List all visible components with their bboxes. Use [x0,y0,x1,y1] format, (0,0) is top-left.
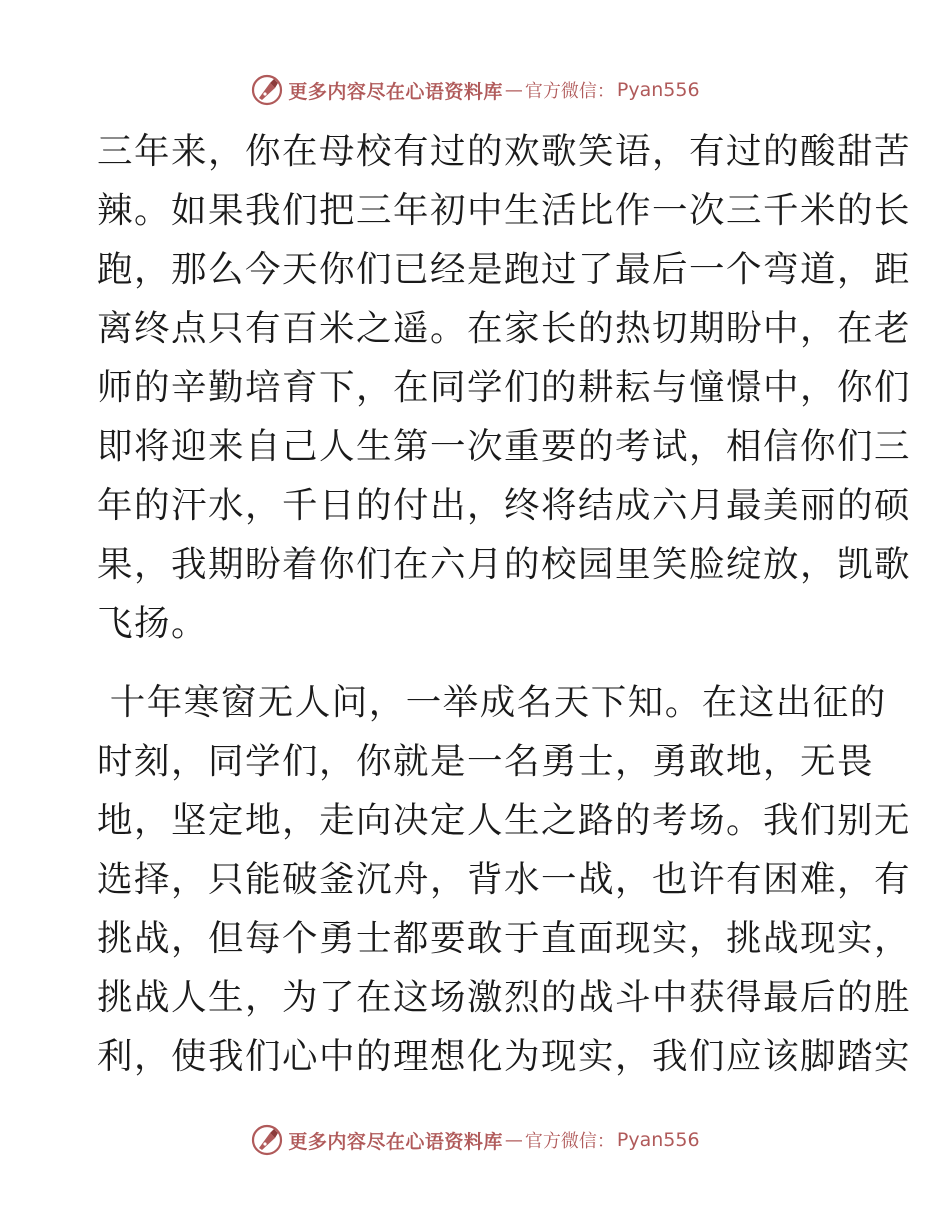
banner-wechat-id: Pyan556 [616,1129,700,1151]
banner-wechat-id: Pyan556 [616,79,700,101]
pen-nib-logo-icon [250,73,284,107]
text-line: 师的辛勤培育下，在同学们的耕耘与憧憬中，你们 [97,367,912,408]
paragraph-1 [97,122,912,653]
text-line: 挑战人生，为了在这场激烈的战斗中获得最后的胜 [97,977,912,1018]
paragraph-2 [97,673,912,1086]
text-line: 果，我期盼着你们在六月的校园里笑脸绽放，凯歌 [97,544,912,585]
text-line: 选择，只能破釜沉舟，背水一战，也许有困难，有 [97,859,912,900]
banner-dash: — [504,79,523,101]
banner-brand-text: 更多内容尽在心语资料库 [288,80,503,103]
text-line: 时刻，同学们，你就是一名勇士，勇敢地，无畏 [97,741,875,782]
text-line: 挑战，但每个勇士都要敢于直面现实，挑战现实， [97,918,912,959]
text-line: 年的汗水，千日的付出，终将结成六月最美丽的硕 [97,485,912,526]
pen-nib-logo-icon [250,1123,284,1157]
text-line: 地，坚定地，走向决定人生之路的考场。我们别无 [97,800,912,841]
banner-dash: — [504,1129,523,1151]
text-line: 跑，那么今天你们已经是跑过了最后一个弯道，距 [97,249,912,290]
text-line: 离终点只有百米之遥。在家长的热切期盼中，在老 [97,308,912,349]
text-line: 利，使我们心中的理想化为现实，我们应该脚踏实 [97,1036,912,1077]
header-watermark-banner [0,70,950,110]
banner-wechat-label: 官方微信： [524,81,615,102]
document-body [97,122,912,1086]
text-line: 辣。如果我们把三年初中生活比作一次三千米的长 [97,190,912,231]
footer-watermark-banner [0,1120,950,1160]
text-line: 三年来，你在母校有过的欢歌笑语，有过的酸甜苦 [97,131,912,172]
banner-brand-text: 更多内容尽在心语资料库 [288,1130,503,1153]
text-line: 十年寒窗无人问，一举成名天下知。在这出征的 [97,682,887,723]
text-line: 飞扬。 [97,603,209,644]
text-line: 即将迎来自己人生第一次重要的考试，相信你们三 [97,426,912,467]
banner-wechat-label: 官方微信： [524,1131,615,1152]
